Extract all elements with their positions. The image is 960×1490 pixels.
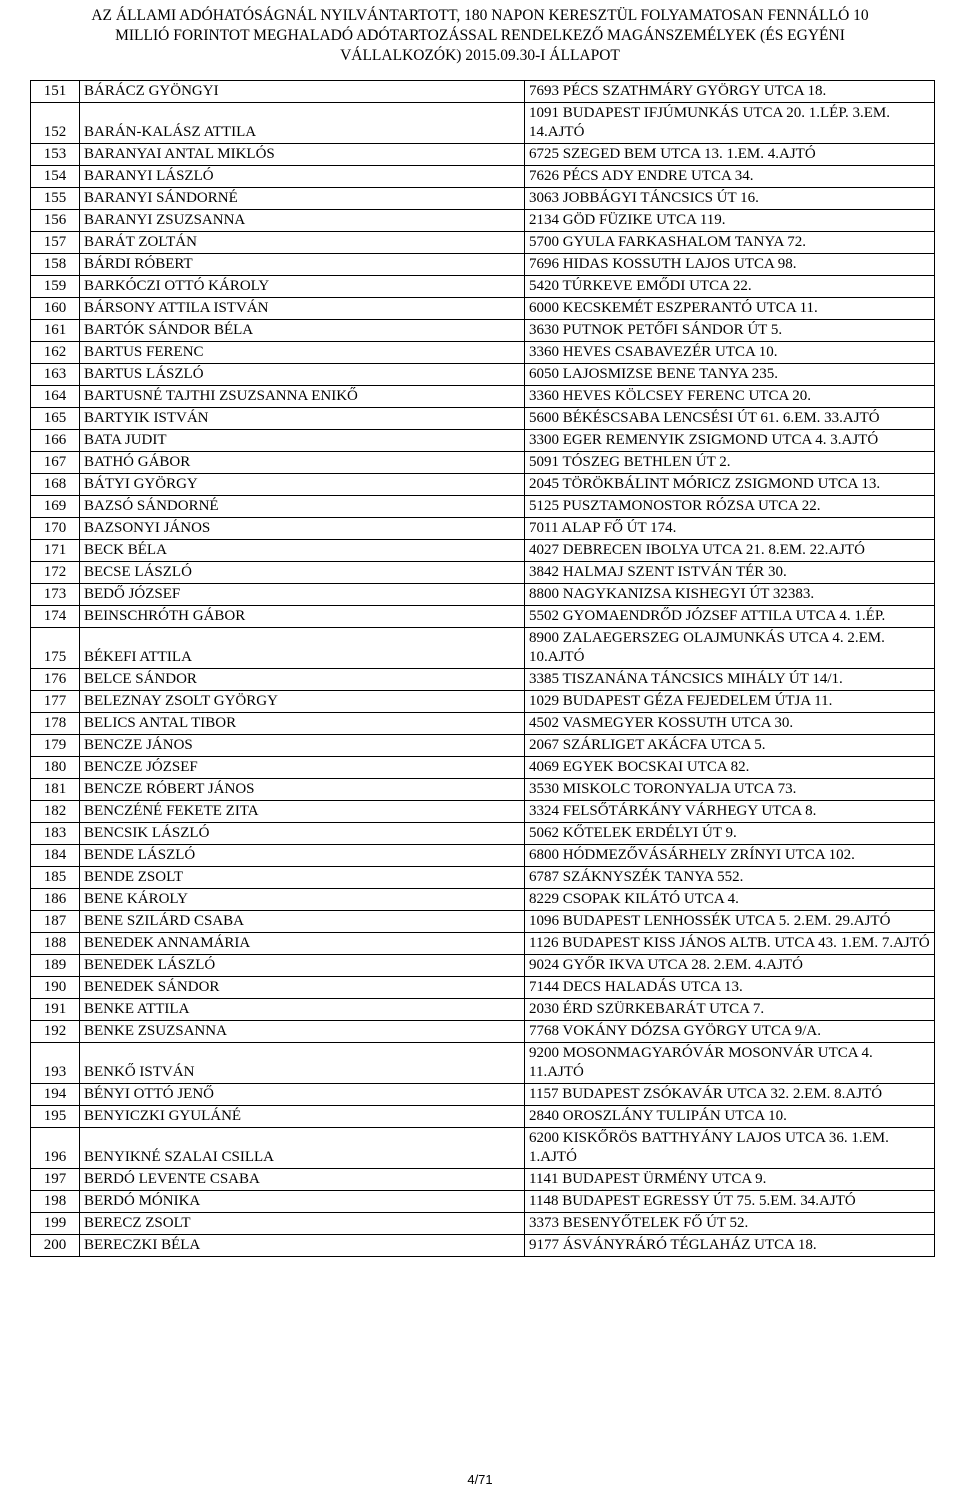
row-number-cell: 173 (31, 584, 80, 606)
address-cell: 6200 KISKŐRÖS BATTHYÁNY LAJOS UTCA 36. 1.EM. 1.AJTÓ (525, 1128, 935, 1169)
name-cell: BARANYI ZSUZSANNA (80, 210, 525, 232)
row-number-cell: 157 (31, 232, 80, 254)
address-cell: 5062 KŐTELEK ERDÉLYI ÚT 9. (525, 823, 935, 845)
row-number-cell: 187 (31, 911, 80, 933)
name-cell: BECK BÉLA (80, 540, 525, 562)
table-row (31, 933, 935, 955)
address-cell: 6800 HÓDMEZŐVÁSÁRHELY ZRÍNYI UTCA 102. (525, 845, 935, 867)
row-number-cell: 189 (31, 955, 80, 977)
row-number-cell: 182 (31, 801, 80, 823)
table-row (31, 496, 935, 518)
address-cell: 8800 NAGYKANIZSA KISHEGYI ÚT 32383. (525, 584, 935, 606)
table-row (31, 1084, 935, 1106)
address-cell: 3630 PUTNOK PETŐFI SÁNDOR ÚT 5. (525, 320, 935, 342)
address-cell: 1141 BUDAPEST ÜRMÉNY UTCA 9. (525, 1169, 935, 1191)
name-cell: BENDE LÁSZLÓ (80, 845, 525, 867)
row-number-cell: 165 (31, 408, 80, 430)
header-line-2: MILLIÓ FORINTOT MEGHALADÓ ADÓTARTOZÁSSAL RENDELKEZŐ MAGÁNSZEMÉLYEK (ÉS EGYÉNI (115, 27, 845, 44)
row-number-cell: 166 (31, 430, 80, 452)
table-row (31, 1169, 935, 1191)
name-cell: BÁTYI GYÖRGY (80, 474, 525, 496)
address-cell: 1148 BUDAPEST EGRESSY ÚT 75. 5.EM. 34.AJTÓ (525, 1191, 935, 1213)
row-number-cell: 188 (31, 933, 80, 955)
table-row (31, 845, 935, 867)
name-cell: BECSE LÁSZLÓ (80, 562, 525, 584)
table-row (31, 364, 935, 386)
row-number-cell: 185 (31, 867, 80, 889)
table-row (31, 735, 935, 757)
header-line-1: AZ ÁLLAMI ADÓHATÓSÁGNÁL NYILVÁNTARTOTT, 180 NAPON KERESZTÜL FOLYAMATOSAN FENNÁLLÓ 10 (91, 7, 869, 24)
name-cell: BENEDEK LÁSZLÓ (80, 955, 525, 977)
table-row (31, 210, 935, 232)
address-cell: 6050 LAJOSMIZSE BENE TANYA 235. (525, 364, 935, 386)
row-number-cell: 152 (31, 103, 80, 144)
row-number-cell: 169 (31, 496, 80, 518)
table-row (31, 779, 935, 801)
table-row (31, 232, 935, 254)
table-row (31, 1235, 935, 1257)
address-cell: 2067 SZÁRLIGET AKÁCFA UTCA 5. (525, 735, 935, 757)
table-row (31, 254, 935, 276)
name-cell: BENCZE JÁNOS (80, 735, 525, 757)
table-row (31, 320, 935, 342)
row-number-cell: 199 (31, 1213, 80, 1235)
row-number-cell: 164 (31, 386, 80, 408)
row-number-cell: 200 (31, 1235, 80, 1257)
address-cell: 7626 PÉCS ADY ENDRE UTCA 34. (525, 166, 935, 188)
row-number-cell: 151 (31, 81, 80, 103)
name-cell: BARANYI SÁNDORNÉ (80, 188, 525, 210)
address-cell: 3300 EGER REMENYIK ZSIGMOND UTCA 4. 3.AJTÓ (525, 430, 935, 452)
row-number-cell: 156 (31, 210, 80, 232)
address-cell: 1126 BUDAPEST KISS JÁNOS ALTB. UTCA 43. 1.EM. 7.AJTÓ (525, 933, 935, 955)
address-cell: 2045 TÖRÖKBÁLINT MÓRICZ ZSIGMOND UTCA 13. (525, 474, 935, 496)
table-row (31, 713, 935, 735)
address-cell: 7011 ALAP FŐ ÚT 174. (525, 518, 935, 540)
taxpayer-table (30, 80, 935, 1257)
row-number-cell: 174 (31, 606, 80, 628)
address-cell: 3360 HEVES CSABAVEZÉR UTCA 10. (525, 342, 935, 364)
name-cell: BÁRSONY ATTILA ISTVÁN (80, 298, 525, 320)
address-cell: 4502 VASMEGYER KOSSUTH UTCA 30. (525, 713, 935, 735)
row-number-cell: 162 (31, 342, 80, 364)
name-cell: BÁRDI RÓBERT (80, 254, 525, 276)
name-cell: BERECZ ZSOLT (80, 1213, 525, 1235)
address-cell: 6725 SZEGED BEM UTCA 13. 1.EM. 4.AJTÓ (525, 144, 935, 166)
row-number-cell: 176 (31, 669, 80, 691)
name-cell: BARTUSNÉ TAJTHI ZSUZSANNA ENIKŐ (80, 386, 525, 408)
address-cell: 4027 DEBRECEN IBOLYA UTCA 21. 8.EM. 22.AJTÓ (525, 540, 935, 562)
table-row (31, 999, 935, 1021)
table-row (31, 977, 935, 999)
name-cell: BEDŐ JÓZSEF (80, 584, 525, 606)
row-number-cell: 179 (31, 735, 80, 757)
row-number-cell: 180 (31, 757, 80, 779)
name-cell: BENYICZKI GYULÁNÉ (80, 1106, 525, 1128)
address-cell: 7768 VOKÁNY DÓZSA GYÖRGY UTCA 9/A. (525, 1021, 935, 1043)
row-number-cell: 196 (31, 1128, 80, 1169)
row-number-cell: 167 (31, 452, 80, 474)
row-number-cell: 197 (31, 1169, 80, 1191)
table-row (31, 801, 935, 823)
address-cell: 8900 ZALAEGERSZEG OLAJMUNKÁS UTCA 4. 2.EM. 10.AJTÓ (525, 628, 935, 669)
table-row (31, 1191, 935, 1213)
table-row (31, 1106, 935, 1128)
address-cell: 1029 BUDAPEST GÉZA FEJEDELEM ÚTJA 11. (525, 691, 935, 713)
table-row (31, 298, 935, 320)
table-row (31, 669, 935, 691)
name-cell: BENCZÉNÉ FEKETE ZITA (80, 801, 525, 823)
row-number-cell: 193 (31, 1043, 80, 1084)
address-cell: 2134 GÖD FÜZIKE UTCA 119. (525, 210, 935, 232)
table-row (31, 518, 935, 540)
address-cell: 7693 PÉCS SZATHMÁRY GYÖRGY UTCA 18. (525, 81, 935, 103)
row-number-cell: 192 (31, 1021, 80, 1043)
name-cell: BARTUS LÁSZLÓ (80, 364, 525, 386)
address-cell: 7696 HIDAS KOSSUTH LAJOS UTCA 98. (525, 254, 935, 276)
address-cell: 1091 BUDAPEST IFJÚMUNKÁS UTCA 20. 1.LÉP. 3.EM. 14.AJTÓ (525, 103, 935, 144)
name-cell: BAZSONYI JÁNOS (80, 518, 525, 540)
row-number-cell: 154 (31, 166, 80, 188)
name-cell: BATA JUDIT (80, 430, 525, 452)
row-number-cell: 178 (31, 713, 80, 735)
row-number-cell: 159 (31, 276, 80, 298)
address-cell: 4069 EGYEK BOCSKAI UTCA 82. (525, 757, 935, 779)
name-cell: BERECZKI BÉLA (80, 1235, 525, 1257)
table-row (31, 188, 935, 210)
name-cell: BELCE SÁNDOR (80, 669, 525, 691)
address-cell: 3063 JOBBÁGYI TÁNCSICS ÚT 16. (525, 188, 935, 210)
taxpayer-table-body (31, 81, 935, 1257)
address-cell: 5700 GYULA FARKASHALOM TANYA 72. (525, 232, 935, 254)
address-cell: 5091 TÓSZEG BETHLEN ÚT 2. (525, 452, 935, 474)
address-cell: 2840 OROSZLÁNY TULIPÁN UTCA 10. (525, 1106, 935, 1128)
name-cell: BENYIKNÉ SZALAI CSILLA (80, 1128, 525, 1169)
address-cell: 7144 DECS HALADÁS UTCA 13. (525, 977, 935, 999)
address-cell: 3373 BESENYŐTELEK FŐ ÚT 52. (525, 1213, 935, 1235)
name-cell: BARKÓCZI OTTÓ KÁROLY (80, 276, 525, 298)
page-number: 4/71 (467, 1472, 493, 1487)
row-number-cell: 190 (31, 977, 80, 999)
table-row (31, 823, 935, 845)
table-row (31, 757, 935, 779)
name-cell: BARTÓK SÁNDOR BÉLA (80, 320, 525, 342)
row-number-cell: 191 (31, 999, 80, 1021)
table-row (31, 1213, 935, 1235)
row-number-cell: 177 (31, 691, 80, 713)
row-number-cell: 194 (31, 1084, 80, 1106)
address-cell: 1157 BUDAPEST ZSÓKAVÁR UTCA 32. 2.EM. 8.AJTÓ (525, 1084, 935, 1106)
table-row (31, 955, 935, 977)
table-row (31, 386, 935, 408)
name-cell: BENEDEK SÁNDOR (80, 977, 525, 999)
address-cell: 3530 MISKOLC TORONYALJA UTCA 73. (525, 779, 935, 801)
address-cell: 9200 MOSONMAGYARÓVÁR MOSONVÁR UTCA 4. 11.AJTÓ (525, 1043, 935, 1084)
name-cell: BAZSÓ SÁNDORNÉ (80, 496, 525, 518)
header-line-3: VÁLLALKOZÓK) 2015.09.30-I ÁLLAPOT (340, 47, 620, 64)
name-cell: BENEDEK ANNAMÁRIA (80, 933, 525, 955)
document-header (0, 6, 960, 66)
row-number-cell: 198 (31, 1191, 80, 1213)
address-cell: 5502 GYOMAENDRŐD JÓZSEF ATTILA UTCA 4. 1.ÉP. (525, 606, 935, 628)
table-row (31, 1021, 935, 1043)
address-cell: 8229 CSOPAK KILÁTÓ UTCA 4. (525, 889, 935, 911)
table-row (31, 889, 935, 911)
row-number-cell: 186 (31, 889, 80, 911)
table-row (31, 166, 935, 188)
table-row (31, 81, 935, 103)
address-cell: 6787 SZÁKNYSZÉK TANYA 552. (525, 867, 935, 889)
table-row (31, 606, 935, 628)
table-row (31, 430, 935, 452)
table-row (31, 867, 935, 889)
name-cell: BENKE ZSUZSANNA (80, 1021, 525, 1043)
row-number-cell: 158 (31, 254, 80, 276)
row-number-cell: 163 (31, 364, 80, 386)
name-cell: BENCZE JÓZSEF (80, 757, 525, 779)
table-row (31, 691, 935, 713)
name-cell: BERDÓ MÓNIKA (80, 1191, 525, 1213)
table-row (31, 144, 935, 166)
address-cell: 3324 FELSŐTÁRKÁNY VÁRHEGY UTCA 8. (525, 801, 935, 823)
row-number-cell: 170 (31, 518, 80, 540)
address-cell: 3360 HEVES KÖLCSEY FERENC UTCA 20. (525, 386, 935, 408)
name-cell: BERDÓ LEVENTE CSABA (80, 1169, 525, 1191)
name-cell: BEINSCHRÓTH GÁBOR (80, 606, 525, 628)
row-number-cell: 153 (31, 144, 80, 166)
name-cell: BENKE ATTILA (80, 999, 525, 1021)
table-row (31, 584, 935, 606)
row-number-cell: 155 (31, 188, 80, 210)
row-number-cell: 160 (31, 298, 80, 320)
name-cell: BENCZE RÓBERT JÁNOS (80, 779, 525, 801)
name-cell: BARANYAI ANTAL MIKLÓS (80, 144, 525, 166)
name-cell: BENE KÁROLY (80, 889, 525, 911)
name-cell: BENE SZILÁRD CSABA (80, 911, 525, 933)
table-row (31, 452, 935, 474)
table-row (31, 1128, 935, 1169)
row-number-cell: 181 (31, 779, 80, 801)
address-cell: 9177 ÁSVÁNYRÁRÓ TÉGLAHÁZ UTCA 18. (525, 1235, 935, 1257)
row-number-cell: 168 (31, 474, 80, 496)
name-cell: BATHÓ GÁBOR (80, 452, 525, 474)
address-cell: 9024 GYŐR IKVA UTCA 28. 2.EM. 4.AJTÓ (525, 955, 935, 977)
table-row (31, 628, 935, 669)
address-cell: 5125 PUSZTAMONOSTOR RÓZSA UTCA 22. (525, 496, 935, 518)
table-row (31, 276, 935, 298)
table-row (31, 103, 935, 144)
table-row (31, 342, 935, 364)
row-number-cell: 175 (31, 628, 80, 669)
table-row (31, 474, 935, 496)
table-row (31, 1043, 935, 1084)
name-cell: BARANYI LÁSZLÓ (80, 166, 525, 188)
table-row (31, 562, 935, 584)
name-cell: BENDE ZSOLT (80, 867, 525, 889)
name-cell: BARÁT ZOLTÁN (80, 232, 525, 254)
address-cell: 3842 HALMAJ SZENT ISTVÁN TÉR 30. (525, 562, 935, 584)
table-row (31, 540, 935, 562)
table-row (31, 408, 935, 430)
row-number-cell: 183 (31, 823, 80, 845)
table-row (31, 911, 935, 933)
address-cell: 1096 BUDAPEST LENHOSSÉK UTCA 5. 2.EM. 29.AJTÓ (525, 911, 935, 933)
name-cell: BELICS ANTAL TIBOR (80, 713, 525, 735)
address-cell: 2030 ÉRD SZÜRKEBARÁT UTCA 7. (525, 999, 935, 1021)
name-cell: BÉKEFI ATTILA (80, 628, 525, 669)
name-cell: BARTUS FERENC (80, 342, 525, 364)
row-number-cell: 172 (31, 562, 80, 584)
row-number-cell: 161 (31, 320, 80, 342)
name-cell: BARTYIK ISTVÁN (80, 408, 525, 430)
name-cell: BENKŐ ISTVÁN (80, 1043, 525, 1084)
address-cell: 5600 BÉKÉSCSABA LENCSÉSI ÚT 61. 6.EM. 33.AJTÓ (525, 408, 935, 430)
name-cell: BÁRÁCZ GYÖNGYI (80, 81, 525, 103)
row-number-cell: 171 (31, 540, 80, 562)
address-cell: 5420 TÚRKEVE EMŐDI UTCA 22. (525, 276, 935, 298)
name-cell: BARÁN-KALÁSZ ATTILA (80, 103, 525, 144)
name-cell: BÉNYI OTTÓ JENŐ (80, 1084, 525, 1106)
address-cell: 6000 KECSKEMÉT ESZPERANTÓ UTCA 11. (525, 298, 935, 320)
name-cell: BENCSIK LÁSZLÓ (80, 823, 525, 845)
name-cell: BELEZNAY ZSOLT GYÖRGY (80, 691, 525, 713)
row-number-cell: 195 (31, 1106, 80, 1128)
row-number-cell: 184 (31, 845, 80, 867)
address-cell: 3385 TISZANÁNA TÁNCSICS MIHÁLY ÚT 14/1. (525, 669, 935, 691)
